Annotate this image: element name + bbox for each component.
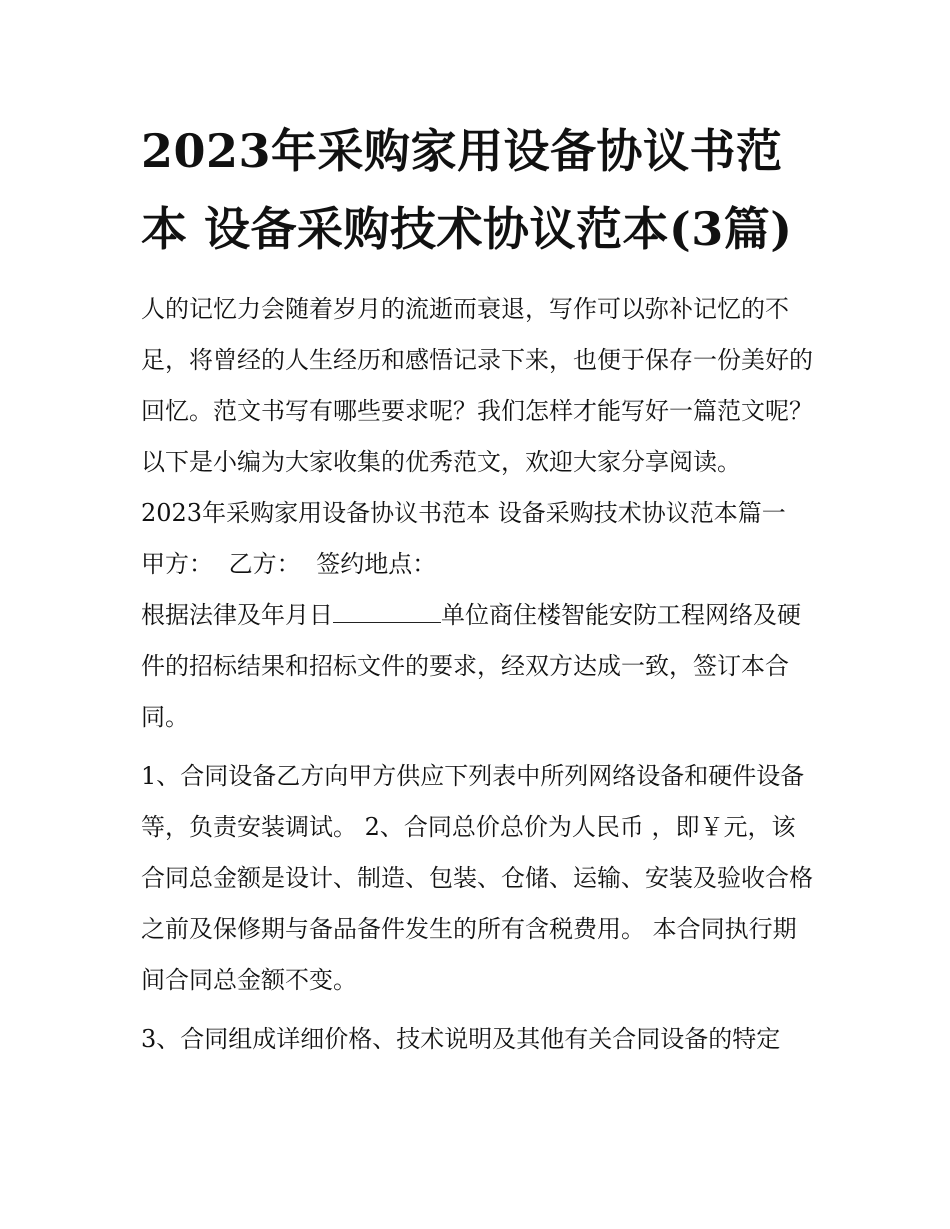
basis-text-start: 根据法律及年月日 — [141, 601, 333, 629]
section-heading: 2023年采购家用设备协议书范本 设备采购技术协议范本篇一 — [141, 499, 786, 527]
document-body — [141, 284, 813, 1065]
clause-3-paragraph: 3、合同组成详细价格、技术说明及其他有关合同设备的特定 — [141, 1025, 781, 1053]
basis-text-end: 单位商住楼智能安防工程网络及硬件的招标结果和招标文件的要求，经双方达成一致，签订本合同。 — [141, 601, 801, 731]
intro-paragraph: 人的记忆力会随着岁月的流逝而衰退，写作可以弥补记忆的不足，将曾经的人生经历和感悟记录下来，也便于保存一份美好的回忆。范文书写有哪些要求呢？我们怎样才能写好一篇范文呢？以下是小编为大家收集的优秀范文，欢迎大家分享阅读。 — [141, 295, 813, 476]
document-page — [141, 112, 813, 1065]
fill-in-blank — [333, 596, 441, 623]
party-a-label: 甲方： — [141, 550, 213, 578]
party-b-label: 乙方： — [228, 550, 301, 578]
document-title: 2023年采购家用设备协议书范本 设备采购技术协议范本(3篇) — [141, 124, 793, 256]
signing-location-label: 签约地点： — [316, 550, 437, 578]
basis-paragraph — [141, 590, 813, 743]
parties-line — [141, 539, 813, 590]
clause-1-2-paragraph: 1、合同设备乙方向甲方供应下列表中所列网络设备和硬件设备等，负责安装调试。 2、合同总价总价为人民币 ，即￥元，该合同总金额是设计、制造、包装、仓储、运输、安装及验收合格之前及保修期与备品备件发生的所有含税费用。 本合同执行期间合同总金额不变。 — [141, 762, 813, 994]
